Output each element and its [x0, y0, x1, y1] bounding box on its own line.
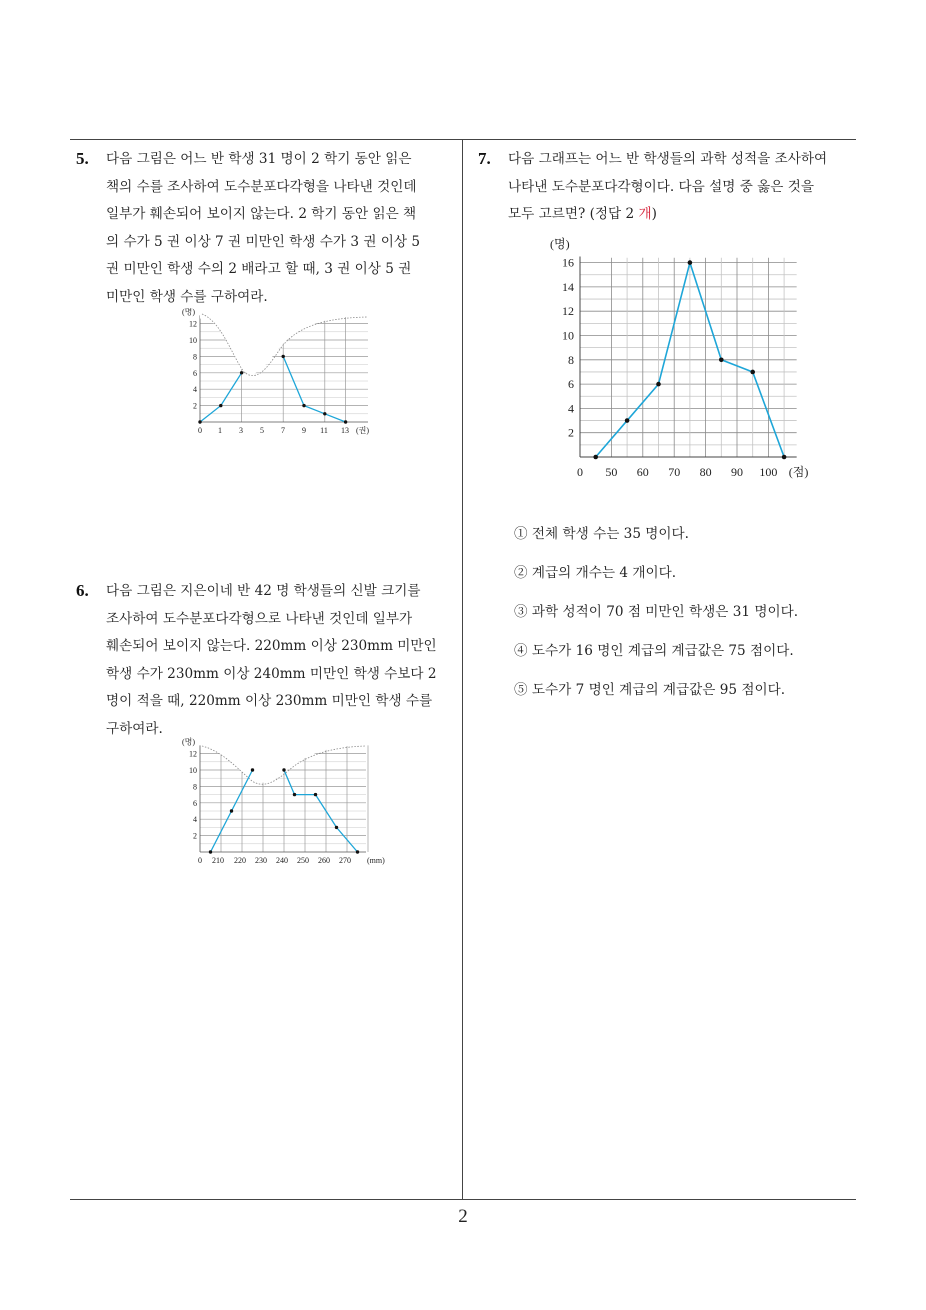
y-tick-label: 4	[568, 401, 574, 416]
data-point	[230, 809, 233, 812]
y-tick-label: 4	[193, 385, 197, 395]
y-tick-label: 4	[193, 815, 197, 825]
q7-line-answer-count	[508, 201, 827, 229]
x-tick-label: 210	[212, 856, 224, 865]
x-axis-label: (점)	[788, 465, 809, 479]
data-point	[198, 420, 201, 423]
y-tick-label: 12	[562, 304, 574, 319]
data-point	[240, 371, 243, 374]
q7-option-5[interactable]: ⑤ 도수가 7 명인 계급의 계급값은 95 점이다.	[514, 682, 786, 698]
q5-number: 5.	[76, 149, 89, 168]
y-axis-label: (명)	[182, 308, 196, 317]
q5-chart	[170, 308, 390, 443]
x-axis-label: (권)	[356, 426, 370, 435]
q6-line: 학생 수가 230mm 이상 240mm 미만인 학생 수보다 2	[106, 665, 437, 682]
q6-number: 6.	[76, 581, 89, 600]
q7-option-4[interactable]: ④ 도수가 16 명인 계급의 계급값은 75 점이다.	[514, 643, 794, 659]
x-tick-label: 270	[339, 856, 351, 865]
y-tick-label: 12	[189, 319, 197, 329]
y-tick-label: 8	[568, 352, 574, 367]
q7-option-1[interactable]: ① 전체 학생 수는 35 명이다.	[514, 526, 690, 542]
q5-text	[106, 146, 420, 311]
x-tick-label: 80	[699, 465, 712, 479]
data-point	[625, 418, 630, 423]
q7-option-2[interactable]: ② 계급의 개수는 4 개이다.	[514, 565, 677, 581]
q5-line: 책의 수를 조사하여 도수분포다각형을 나타낸 것인데	[106, 178, 417, 195]
data-point	[782, 455, 787, 460]
q6-text	[106, 578, 437, 743]
data-point	[344, 420, 347, 423]
data-point	[302, 404, 305, 407]
x-tick-label: 100	[759, 465, 778, 479]
data-point	[282, 768, 285, 771]
data-point	[688, 260, 693, 265]
x-tick-label: 11	[320, 426, 328, 435]
y-tick-label: 10	[189, 336, 197, 345]
q7-line3-suffix: )	[651, 206, 657, 222]
y-tick-label: 6	[568, 377, 574, 392]
data-point	[251, 768, 254, 771]
q5-line: 미만인 학생 수를 구하여라.	[106, 288, 268, 305]
top-rule	[70, 139, 856, 140]
data-point	[719, 358, 724, 363]
x-tick-label: 0	[198, 426, 202, 435]
x-tick-label: 70	[668, 465, 681, 479]
damage-mask	[200, 739, 366, 783]
q6-chart	[170, 737, 395, 872]
y-tick-label: 2	[193, 401, 197, 411]
data-point	[656, 382, 661, 387]
data-point	[323, 412, 326, 415]
x-tick-label: 260	[318, 856, 330, 865]
data-point	[219, 404, 222, 407]
y-tick-label: 16	[562, 255, 574, 270]
y-tick-label: 2	[568, 425, 574, 440]
x-tick-label: 13	[341, 426, 349, 435]
x-tick-label: 230	[255, 856, 267, 865]
data-point	[593, 455, 598, 460]
q7-option-3[interactable]: ③ 과학 성적이 70 점 미만인 학생은 31 명이다.	[514, 604, 799, 620]
y-axis-label: (명)	[550, 237, 570, 251]
q7-line: 다음 그래프는 어느 반 학생들의 과학 성적을 조사하여	[508, 151, 828, 167]
q7-number: 7.	[478, 149, 491, 168]
x-tick-label: 0	[198, 856, 202, 865]
x-tick-label: 7	[281, 426, 285, 435]
y-tick-label: 6	[193, 798, 197, 808]
q7-line: 나타낸 도수분포다각형이다. 다음 설명 중 옳은 것을	[508, 178, 815, 195]
y-tick-label: 2	[193, 831, 197, 841]
x-axis-label: (mm)	[367, 856, 385, 865]
x-tick-label: 1	[218, 426, 222, 435]
data-point	[282, 355, 285, 358]
x-tick-label: 220	[234, 856, 246, 865]
q6-line: 다음 그림은 지은이네 반 42 명 학생들의 신발 크기를	[106, 583, 421, 599]
y-tick-label: 8	[193, 782, 197, 792]
data-point	[209, 850, 212, 853]
x-tick-label: 50	[605, 465, 618, 479]
y-tick-label: 10	[562, 328, 574, 343]
q7-chart	[540, 232, 830, 484]
y-axis-label: (명)	[182, 737, 196, 747]
y-tick-label: 10	[189, 766, 197, 775]
q5-line: 다음 그림은 어느 반 학생 31 명이 2 학기 동안 읽은	[106, 151, 412, 167]
y-tick-label: 14	[562, 279, 574, 294]
q6-line: 명이 적을 때, 220mm 이상 230mm 미만인 학생 수를	[106, 693, 433, 709]
page-number: 2	[458, 1206, 468, 1227]
x-tick-label: 5	[260, 426, 264, 435]
q7-line3-prefix: 모두 고르면? (정답 2	[508, 206, 639, 222]
x-tick-label: 250	[297, 856, 309, 865]
q6-line: 조사하여 도수분포다각형으로 나타낸 것인데 일부가	[106, 610, 413, 627]
data-point	[293, 793, 296, 796]
bottom-rule	[70, 1199, 856, 1200]
q5-line: 권 미만인 학생 수의 2 배라고 할 때, 3 권 이상 5 권	[106, 261, 412, 277]
q5-line: 의 수가 5 권 이상 7 권 미만인 학생 수가 3 권 이상 5	[106, 233, 421, 250]
x-tick-label: 9	[302, 426, 306, 435]
y-tick-label: 12	[189, 749, 197, 759]
x-tick-label: 0	[577, 465, 583, 479]
data-point	[750, 370, 755, 375]
x-tick-label: 60	[636, 465, 649, 479]
x-tick-label: 240	[276, 856, 288, 865]
x-tick-label: 90	[731, 465, 743, 479]
data-point	[314, 793, 317, 796]
y-tick-label: 6	[193, 368, 197, 378]
x-tick-label: 3	[239, 426, 243, 435]
q6-line: 구하여라.	[106, 720, 163, 737]
q7-line3-red: 개	[638, 206, 652, 222]
q7-text	[508, 146, 827, 229]
q6-line: 훼손되어 보이지 않는다. 220mm 이상 230mm 미만인	[106, 638, 437, 654]
data-point	[356, 850, 359, 853]
data-point	[335, 826, 338, 829]
y-tick-label: 8	[193, 352, 197, 362]
q5-line: 일부가 훼손되어 보이지 않는다. 2 학기 동안 읽은 책	[106, 206, 417, 222]
column-divider	[462, 139, 463, 1200]
